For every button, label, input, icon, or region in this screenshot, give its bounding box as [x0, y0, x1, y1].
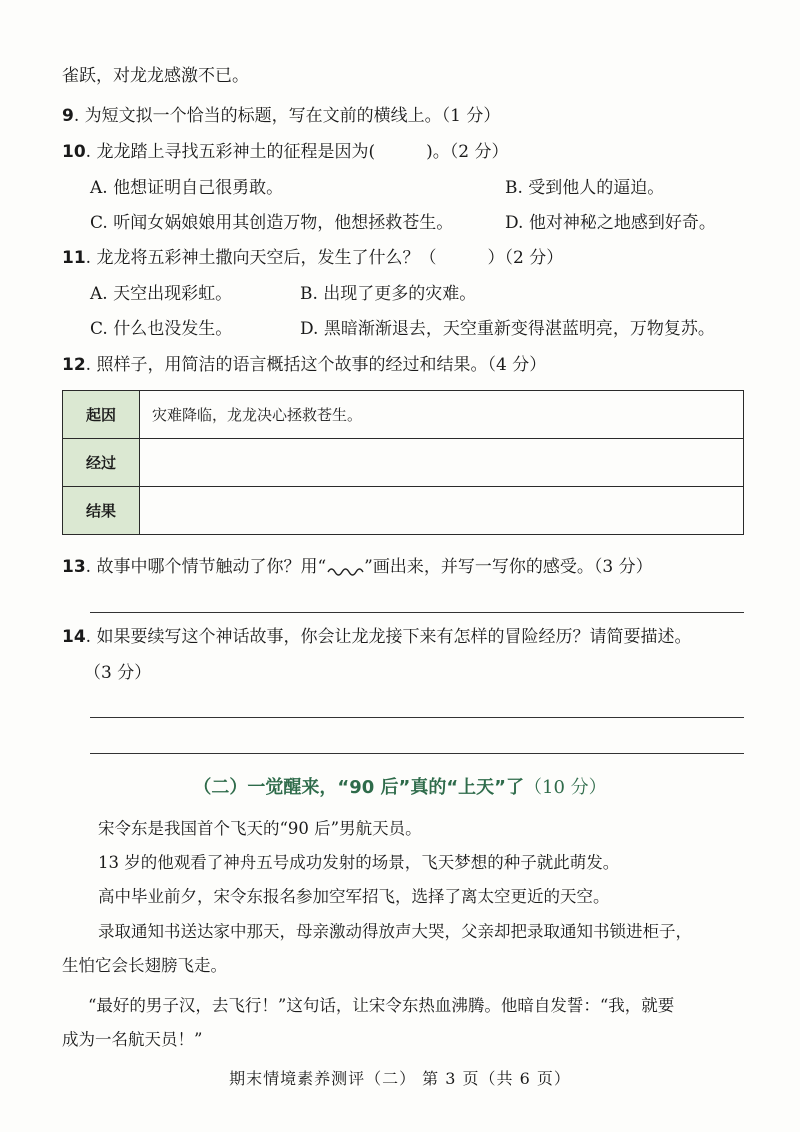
question-number: 14	[62, 627, 86, 647]
question-number: 12	[62, 355, 86, 375]
question-number: 13	[62, 557, 86, 577]
option-b: B. 受到他人的逼迫。	[505, 178, 665, 198]
question-text: . 龙龙将五彩神土撒向天空后，发生了什么？（ ）（2 分）	[85, 248, 564, 268]
question-10	[62, 140, 508, 164]
table-row	[63, 439, 744, 487]
row-label: 结果	[63, 487, 140, 535]
summary-table	[62, 390, 744, 535]
question-text: . 龙龙踏上寻找五彩神土的征程是因为( )。（2 分）	[85, 142, 509, 162]
question-points: （3 分）	[84, 663, 152, 683]
answer-line[interactable]	[90, 753, 744, 754]
table-row	[63, 487, 744, 535]
option-c: C. 什么也没发生。	[90, 319, 233, 339]
section-points: （10 分）	[524, 777, 607, 798]
question-14	[62, 625, 691, 649]
question-13	[62, 555, 653, 579]
row-label: 起因	[63, 391, 140, 439]
question-text: . 照样子，用简洁的语言概括这个故事的经过和结果。（4 分）	[85, 355, 547, 375]
question-number: 10	[62, 142, 86, 162]
answer-line[interactable]	[90, 717, 744, 718]
section-title-text: （二）一觉醒来，“90 后”真的“上天”了	[193, 777, 524, 798]
row-label: 经过	[63, 439, 140, 487]
paragraph-continued: 成为一名航天员！”	[62, 1030, 203, 1049]
page-footer: 期末情境素养测评（二） 第 3 页（共 6 页）	[229, 1069, 571, 1088]
option-c: C. 听闻女娲娘娘用其创造万物，他想拯救苍生。	[90, 213, 454, 233]
option-d: D. 黑暗渐渐退去，天空重新变得湛蓝明亮，万物复苏。	[300, 319, 715, 339]
table-row	[63, 391, 744, 439]
question-text: ”画出来，并写一写你的感受。（3 分）	[364, 557, 653, 577]
option-d: D. 他对神秘之地感到好奇。	[505, 213, 716, 233]
question-11	[62, 246, 563, 270]
paragraph: 高中毕业前夕，宋令东报名参加空军招飞，选择了离太空更近的天空。	[98, 887, 610, 906]
answer-cell[interactable]	[140, 487, 744, 535]
paragraph: “最好的男子汉，去飞行！”这句话，让宋令东热血沸腾。他暗自发誓：“我，就要	[88, 996, 675, 1015]
question-text: . 如果要续写这个神话故事，你会让龙龙接下来有怎样的冒险经历？请简要描述。	[85, 627, 692, 647]
question-text: . 故事中哪个情节触动了你？用“	[85, 557, 327, 577]
section-title	[0, 775, 800, 801]
wavy-underline-icon	[326, 560, 364, 578]
option-a: A. 天空出现彩虹。	[90, 284, 233, 304]
question-text: . 为短文拟一个恰当的标题，写在文前的横线上。（1 分）	[73, 106, 501, 126]
option-b: B. 出现了更多的灾难。	[300, 284, 477, 304]
row-content: 灾难降临，龙龙决心拯救苍生。	[140, 391, 744, 439]
continued-text: 雀跃，对龙龙感激不已。	[62, 66, 249, 86]
paragraph: 宋令东是我国首个飞天的“90 后”男航天员。	[98, 819, 422, 838]
question-9	[62, 104, 500, 128]
question-12	[62, 353, 546, 377]
option-a: A. 他想证明自己很勇敢。	[90, 178, 284, 198]
answer-cell[interactable]	[140, 439, 744, 487]
paragraph-continued: 生怕它会长翅膀飞走。	[62, 956, 227, 975]
paragraph: 录取通知书送达家中那天，母亲激动得放声大哭，父亲却把录取通知书锁进柜子，	[98, 922, 692, 941]
question-number: 11	[62, 248, 86, 268]
question-number: 9	[62, 106, 74, 126]
paragraph: 13 岁的他观看了神舟五号成功发射的场景，飞天梦想的种子就此萌发。	[98, 853, 620, 872]
answer-line[interactable]	[90, 612, 744, 613]
